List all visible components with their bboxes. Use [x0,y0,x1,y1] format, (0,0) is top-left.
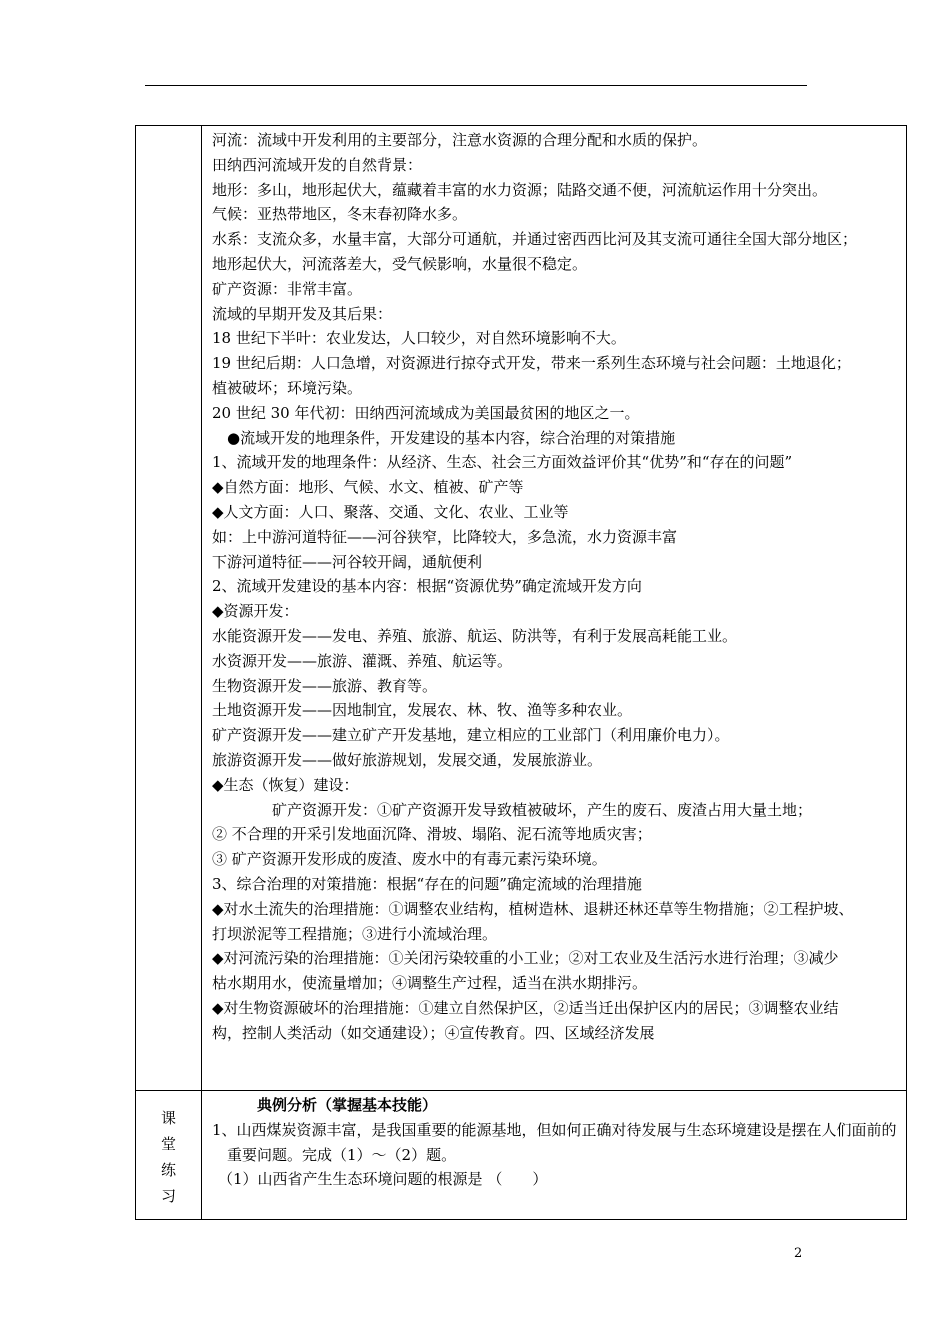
header-rule [145,85,807,86]
text-line: 气候：亚热带地区，冬末春初降水多。 [212,205,468,224]
text-line: 土地资源开发——因地制宜，发展农、林、牧、渔等多种农业。 [212,701,633,720]
question-1-1: （1）山西省产生生态环境问题的根源是 （ ） [218,1170,548,1189]
table-row-notes [136,126,907,1091]
side-label-char: 课 [160,1109,176,1127]
text-line: 生物资源开发——旅游、教育等。 [212,676,438,695]
text-line: 1、流域开发的地理条件：从经济、生态、社会三方面效益评价其“优势”和“存在的问题” [212,453,793,472]
text-line: ◆对生物资源破坏的治理措施：①建立自然保护区，②适当迁出保护区内的居民；③调整农业结 [212,998,839,1017]
text-line: 水资源开发——旅游、灌溉、养殖、航运等。 [212,651,513,670]
side-label-char: 练 [160,1161,176,1179]
text-line: 如：上中游河道特征——河谷狭窄，比降较大，多急流，水力资源丰富 [212,527,678,546]
text-line: 地形起伏大，河流落差大，受气候影响，水量很不稳定。 [212,254,588,273]
side-label-char: 堂 [160,1135,176,1153]
exercise-cell [202,1091,907,1220]
table-row-exercise [136,1091,907,1220]
text-line: 旅游资源开发——做好旅游规划，发展交通，发展旅游业。 [212,750,603,769]
text-line: 矿产资源：非常丰富。 [212,279,363,298]
text-line: 3、综合治理的对策措施：根据“存在的问题”确定流域的治理措施 [212,874,642,893]
text-line: ◆资源开发： [212,602,299,621]
text-line: 2、流域开发建设的基本内容：根据“资源优势”确定流域开发方向 [212,577,642,596]
text-line: 枯水期用水，使流量增加；④调整生产过程，适当在洪水期排污。 [212,974,648,993]
exercise-body [202,1091,906,1192]
text-line: 田纳西河流域开发的自然背景： [212,155,423,174]
text-line: 地形：多山，地形起伏大，蕴藏着丰富的水力资源；陆路交通不便，河流航运作用十分突出。 [212,180,828,199]
page-number: 2 [794,1246,803,1261]
text-line: 打坝淤泥等工程措施；③进行小流域治理。 [212,924,498,943]
side-label-char: 习 [160,1187,176,1205]
text-line: 矿产资源开发——建立矿产开发基地，建立相应的工业部门（利用廉价电力）。 [212,726,730,745]
text-line: 20 世纪 30 年代初：田纳西河流域成为美国最贫困的地区之一。 [212,403,640,422]
text-line: ◆对水土流失的治理措施：①调整农业结构，植树造林、退耕还林还草等生物措施；②工程护坡、 [212,899,854,918]
section-heading: ●流域开发的地理条件，开发建设的基本内容，综合治理的对策措施 [227,428,676,447]
question-1: 1、山西煤炭资源丰富，是我国重要的能源基地，但如何正确对待发展与生态环境建设是摆在人们面前的重要问题。完成（1）～（2）题。 [212,1120,897,1164]
text-line: 水系：支流众多，水量丰富，大部分可通航，并通过密西西比河及其支流可通往全国大部分地区； [212,230,858,249]
notes-body [202,126,906,1045]
text-line: 构，控制人类活动（如交通建设）；④宣传教育。四、区域经济发展 [212,1023,655,1042]
text-line: 下游河道特征——河谷较开阔，通航便利 [212,552,483,571]
text-line: 河流：流域中开发利用的主要部分，注意水资源的合理分配和水质的保护。 [212,131,708,149]
side-label-cell [136,1091,202,1220]
text-line: ◆生态（恢复）建设： [212,775,359,794]
text-line: ◆人文方面：人口、聚落、交通、文化、农业、工业等 [212,502,569,521]
text-line: ◆自然方面：地形、气候、水文、植被、矿产等 [212,478,524,497]
text-line: ③ 矿产资源开发形成的废渣、废水中的有毒元素污染环境。 [212,850,607,869]
text-line: 流域的早期开发及其后果： [212,304,393,323]
exercise-title: 典例分析（掌握基本技能） [257,1096,438,1114]
text-line: ◆对河流污染的治理措施：①关闭污染较重的小工业；②对工农业及生活污水进行治理；③减少 [212,949,839,968]
side-label-cell-empty [136,126,202,1091]
notes-cell [202,126,907,1091]
text-line: 矿产资源开发：①矿产资源开发导致植被破坏，产生的废石、废渣占用大量土地； [272,800,813,819]
side-label [136,1091,201,1209]
content-table [135,125,907,1220]
text-line: 19 世纪后期：人口急增，对资源进行掠夺式开发，带来一系列生态环境与社会问题：土地退化； [212,354,851,373]
text-line: 18 世纪下半叶：农业发达，人口较少，对自然环境影响不大。 [212,329,626,348]
text-line: ② 不合理的开采引发地面沉降、滑坡、塌陷、泥石流等地质灾害； [212,825,652,844]
text-line: 水能资源开发——发电、养殖、旅游、航运、防洪等，有利于发展高耗能工业。 [212,626,738,645]
text-line: 植被破坏；环境污染。 [212,378,363,397]
